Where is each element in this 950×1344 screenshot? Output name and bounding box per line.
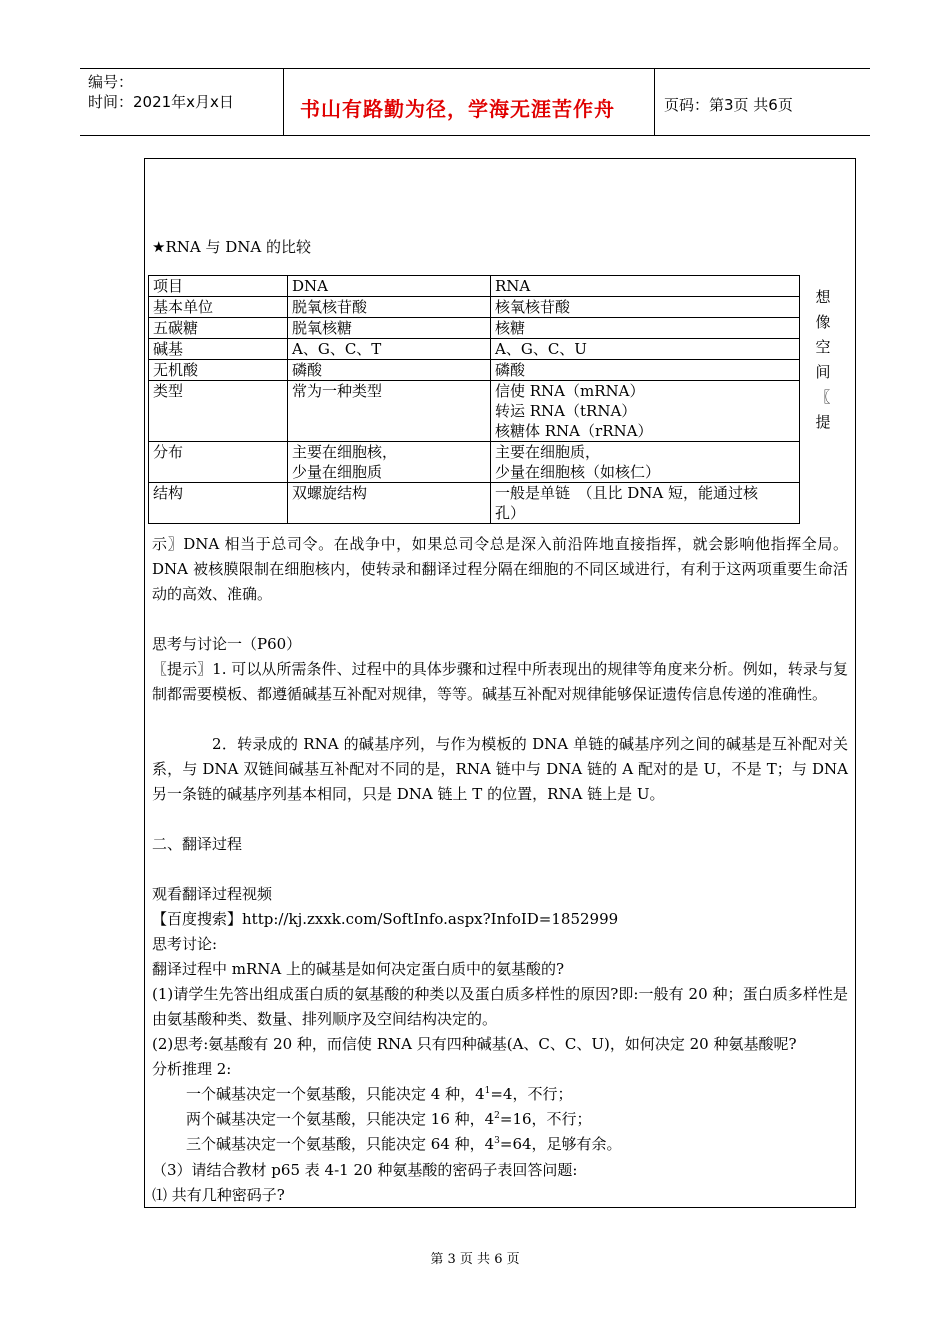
table-cell: A、G、C、T	[288, 339, 491, 360]
reasoning-line	[152, 1107, 882, 1132]
superscript: 1	[484, 1086, 491, 1096]
text: 两个碱基决定一个氨基酸，只能决定 16 种，4	[186, 1110, 495, 1128]
table-cell: 无机酸	[149, 360, 288, 381]
paragraph: 2．转录成的 RNA 的碱基序列，与作为模板的 DNA 单链的碱基序列之间的碱基是互补配对关系，与 DNA 双链间碱基互补配对不同的是，RNA 链中与 DNA 链的 A 配对的是 U，不是 T；与 DNA 另一条链的碱基序列基本相同，只是 DNA 链上 T 的位置，RNA 链上是 U。	[152, 735, 848, 803]
table-row	[149, 276, 800, 297]
table-cell: 脱氧核糖	[288, 318, 491, 339]
reasoning-line	[152, 1132, 882, 1157]
header-motto: 书山有路勤为径，学海无涯苦作舟	[300, 97, 615, 121]
cell-line: 主要在细胞质，	[495, 443, 601, 461]
superscript: 3	[494, 1136, 500, 1146]
paragraph: (2)思考:氨基酸有 20 种，而信使 RNA 只有四种碱基(A、C、C、U)，如何决定 20 种氨基酸呢?	[152, 1035, 797, 1053]
side-char: 间	[815, 363, 831, 381]
text: 一个碱基决定一个氨基酸，只能决定 4 种，4	[186, 1085, 485, 1103]
cell-line: 主要在细胞核，	[292, 443, 398, 461]
paragraph: 翻译过程中 mRNA 上的碱基是如何决定蛋白质中的氨基酸的?	[152, 960, 565, 978]
header-page-info: 页码：第3页 共6页	[664, 96, 793, 114]
table-row	[149, 297, 800, 318]
paragraph: （3）请结合教材 p65 表 4-1 20 种氨基酸的密码子表回答问题:	[152, 1161, 578, 1179]
table-row	[149, 381, 800, 442]
table-cell	[491, 381, 800, 442]
cell-line: 一般是单链 （且比 DNA 短，能通过核	[495, 484, 759, 502]
text: =64，足够有余。	[499, 1135, 622, 1153]
table-cell: 磷酸	[288, 360, 491, 381]
header-divider	[654, 68, 655, 136]
paragraph: (1)请学生先答出组成蛋白质的氨基酸的种类以及蛋白质多样性的原因?即:一般有 20 种；蛋白质多样性是由氨基酸种类、数量、排列顺序及空间结构决定的。	[152, 985, 848, 1028]
table-cell: 项目	[149, 276, 288, 297]
table-cell	[491, 483, 800, 524]
table-cell: A、G、C、U	[491, 339, 800, 360]
cell-line: 孔）	[495, 504, 526, 522]
table-cell: 磷酸	[491, 360, 800, 381]
header-divider	[283, 68, 284, 136]
table-cell	[491, 442, 800, 483]
side-char: 〖	[815, 388, 831, 406]
cell-line: 核糖体 RNA（rRNA）	[495, 422, 653, 440]
side-char: 空	[815, 338, 831, 356]
paragraph: ⑴ 共有几种密码子?	[152, 1186, 285, 1204]
side-char: 提	[815, 413, 831, 431]
table-cell: 双螺旋结构	[288, 483, 491, 524]
table-cell: 核糖	[491, 318, 800, 339]
table-cell: 脱氧核苷酸	[288, 297, 491, 318]
doc-time-label: 时间：2021年x月x日	[88, 93, 234, 111]
table-row	[149, 339, 800, 360]
paragraph: 思考讨论:	[152, 935, 218, 953]
side-char: 像	[815, 313, 831, 331]
search-link[interactable]: 【百度搜索】http://kj.zxxk.com/SoftInfo.aspx?InfoID=1852999	[152, 910, 619, 928]
cell-line: 转运 RNA（tRNA）	[495, 402, 637, 420]
paragraph: 分析推理 2:	[152, 1060, 232, 1078]
page-footer: 第 3 页 共 6 页	[430, 1252, 520, 1267]
rna-dna-comparison-table	[148, 275, 800, 524]
paragraph: 〖提示〗1. 可以从所需条件、过程中的具体步骤和过程中所表现出的规律等角度来分析。例如，转录与复制都需要模板、都遵循碱基互补配对规律，等等。碱基互补配对规律能够保证遗传信息传递的准确性。	[152, 660, 848, 703]
text: =16，不行；	[499, 1110, 592, 1128]
side-char: 想	[815, 288, 831, 306]
table-cell: 五碳糖	[149, 318, 288, 339]
table-cell: 碱基	[149, 339, 288, 360]
paragraph: 观看翻译过程视频	[152, 885, 273, 903]
cell-line: 信使 RNA（mRNA）	[495, 382, 645, 400]
table-cell: 基本单位	[149, 297, 288, 318]
table-cell	[288, 442, 491, 483]
table-cell: 分布	[149, 442, 288, 483]
table-cell: RNA	[491, 276, 800, 297]
text: 三个碱基决定一个氨基酸，只能决定 64 种，4	[186, 1135, 495, 1153]
table-cell: 类型	[149, 381, 288, 442]
discussion-title: 思考与讨论一（P60）	[152, 635, 302, 653]
side-note	[813, 285, 833, 435]
cell-line: 少量在细胞质	[292, 463, 383, 481]
header-top-rule	[80, 68, 870, 69]
table-cell: DNA	[288, 276, 491, 297]
reasoning-line	[152, 1082, 882, 1107]
superscript: 2	[494, 1111, 500, 1121]
table-cell: 结构	[149, 483, 288, 524]
table-row	[149, 483, 800, 524]
section-title: ★RNA 与 DNA 的比较	[152, 238, 311, 256]
cell-line: 少量在细胞核（如核仁）	[495, 463, 661, 481]
table-row	[149, 360, 800, 381]
paragraph: 示〗DNA 相当于总司令。在战争中，如果总司令总是深入前沿阵地直接指挥，就会影响他指挥全局。DNA 被核膜限制在细胞核内，使转录和翻译过程分隔在细胞的不同区域进行，有利于这两项重要生命活动的高效、准确。	[152, 535, 848, 603]
table-cell: 核氧核苷酸	[491, 297, 800, 318]
section-heading: 二、翻译过程	[152, 835, 243, 853]
table-row	[149, 442, 800, 483]
doc-number-label: 编号：	[88, 73, 134, 91]
table-cell: 常为一种类型	[288, 381, 491, 442]
table-row	[149, 318, 800, 339]
text: =4，不行；	[490, 1085, 573, 1103]
header-bottom-rule	[80, 135, 870, 136]
